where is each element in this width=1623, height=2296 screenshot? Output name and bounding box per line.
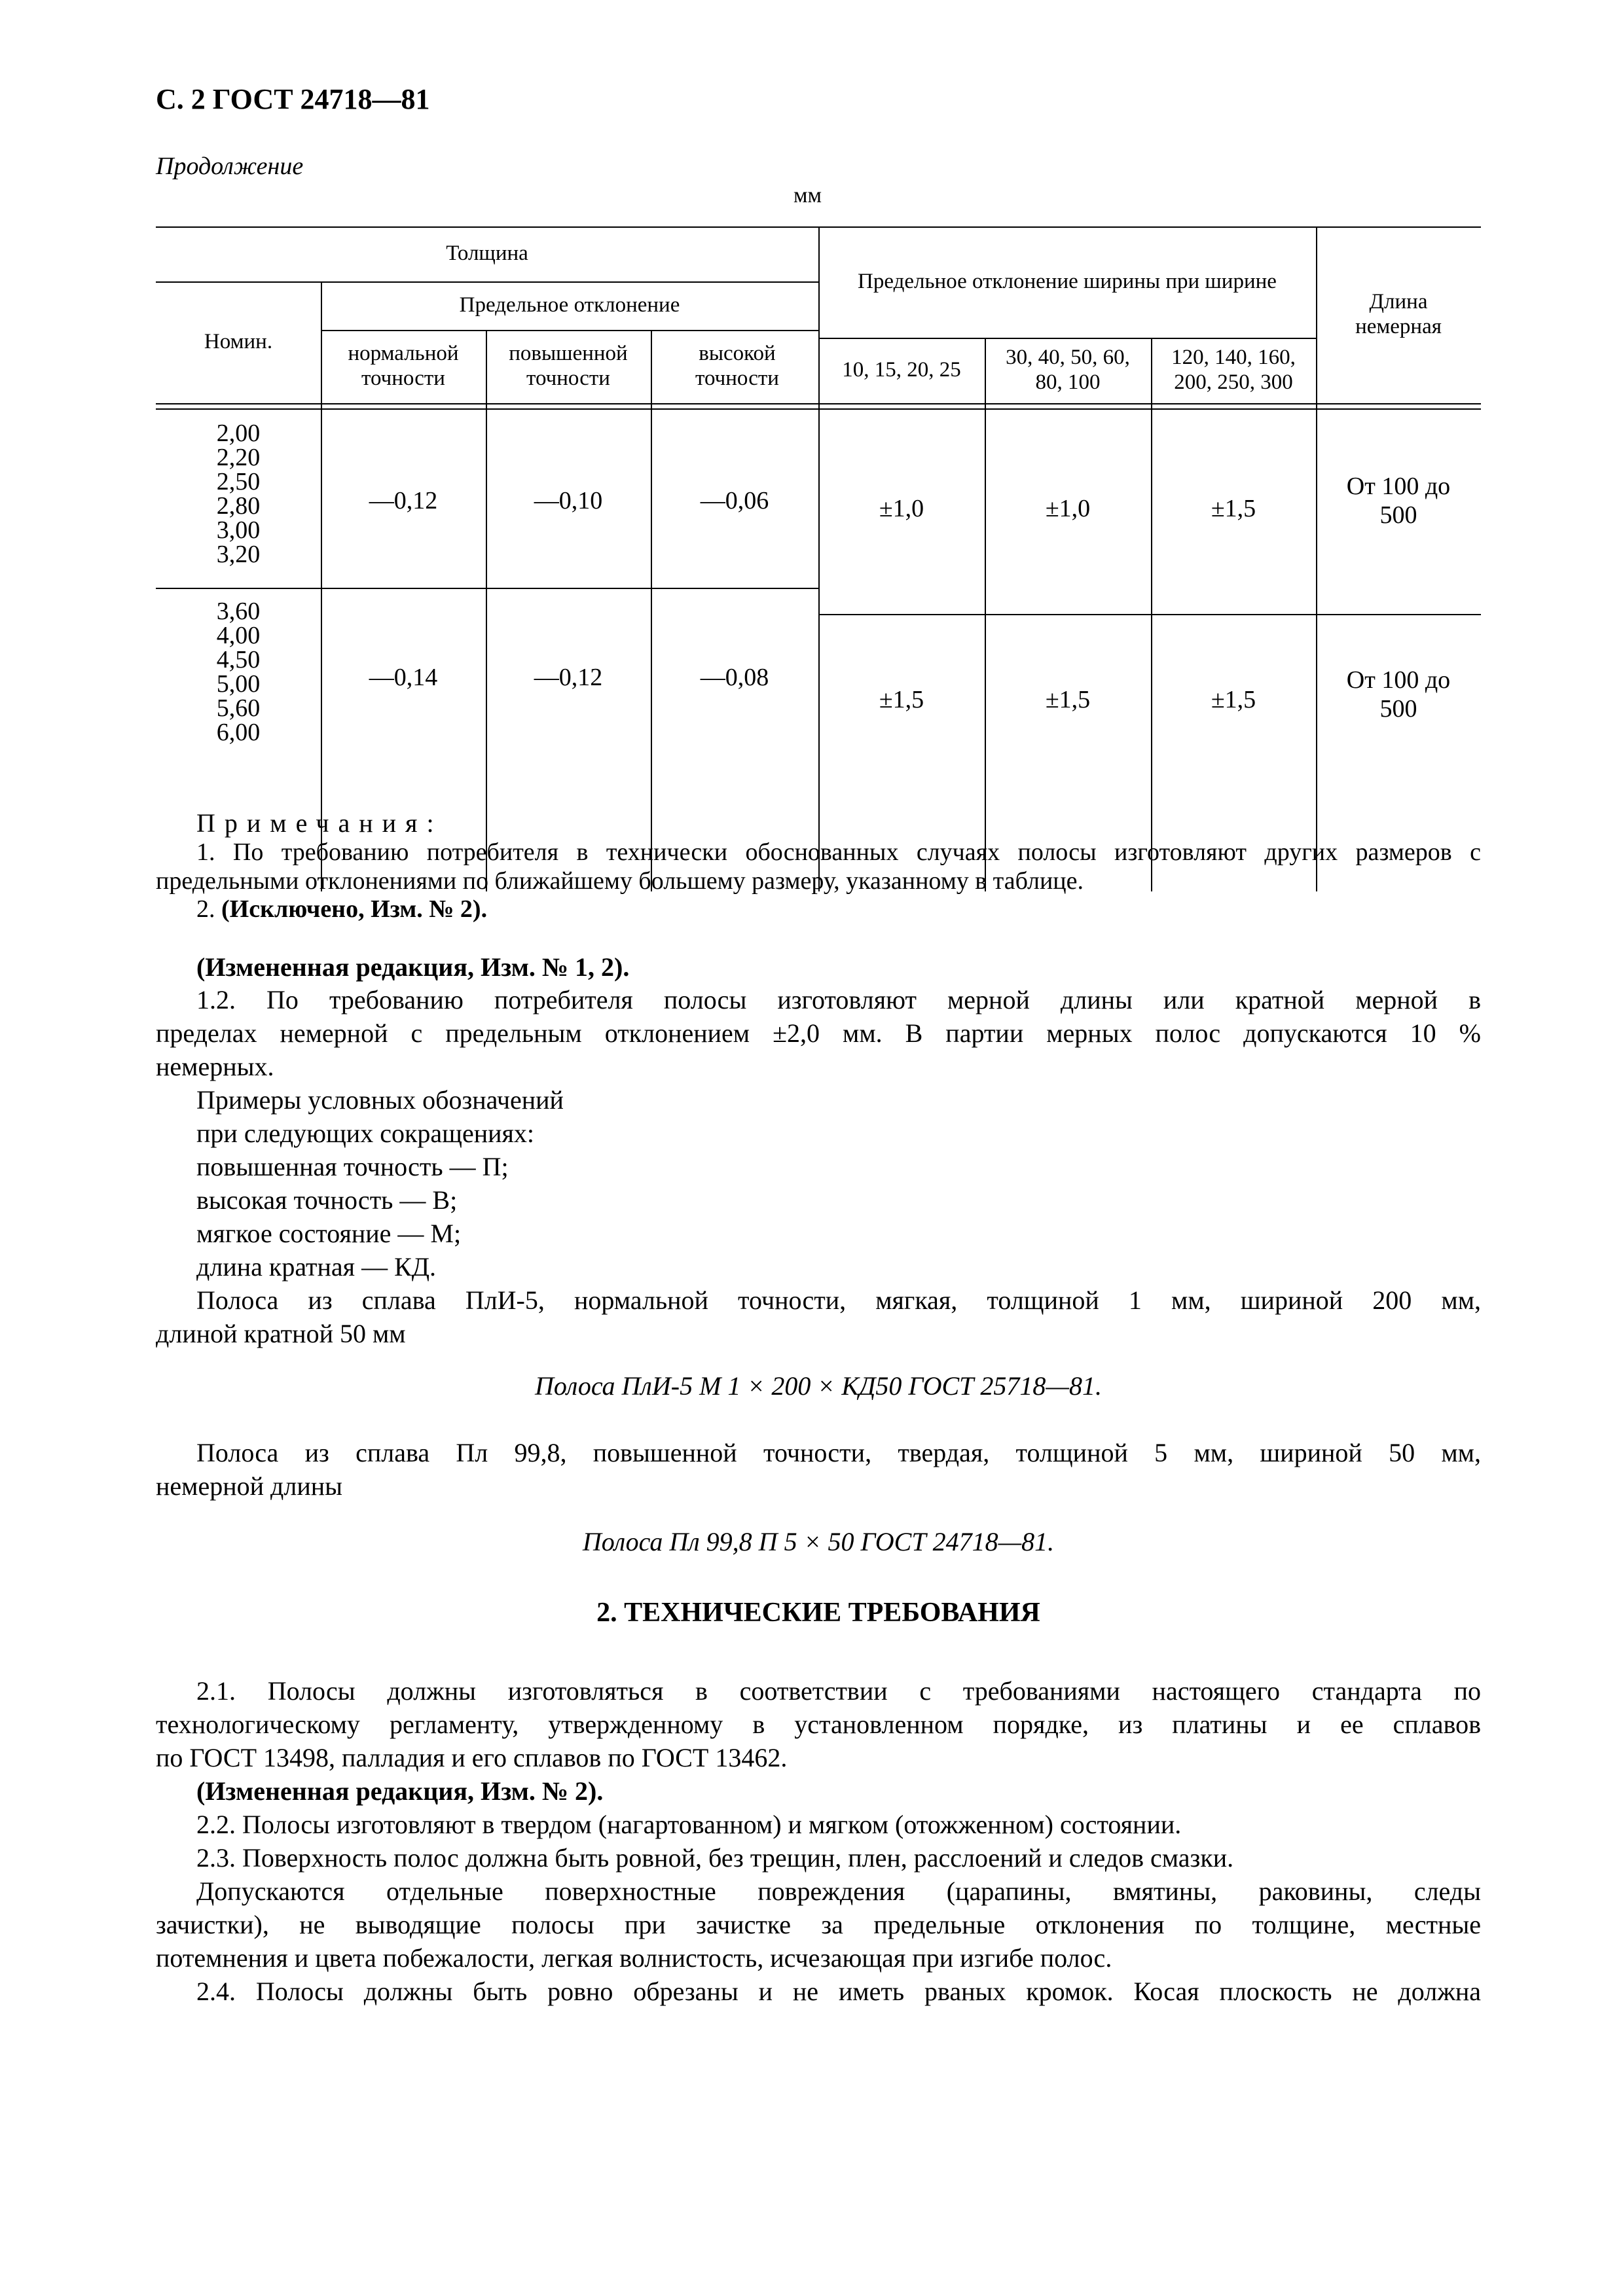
note-1-line-1: 1. По требованию потребителя в технически обоснованных случаях полосы изготовляют других размеров с (196, 838, 1481, 866)
p21-line-1: 2.1. Полосы должны изготовляться в соответствии с требованиями настоящего стандарта по (196, 1676, 1481, 1706)
paragraph-2-4 (156, 1975, 1481, 2008)
examples-line: при следующих сокращениях: (196, 1119, 535, 1148)
paragraph-2-3-cont (156, 1874, 1481, 1975)
note-2-number: 2. (196, 895, 215, 923)
p12-line-2: пределах немерной с предельным отклонением ±2,0 мм. В партии мерных полос допускаются 10 % (156, 1018, 1481, 1048)
notes-title: Примечания: (196, 808, 443, 838)
header-increased-accuracy: повышенной точности (509, 342, 628, 390)
group1-w2: ±1,0 (1045, 495, 1091, 523)
group1-normal: —0,12 (369, 487, 438, 515)
header-nominal: Номин. (204, 330, 273, 354)
p23b-line-1: Допускаются отдельные поверхностные повреждения (царапины, вмятины, раковины, следы (196, 1876, 1481, 1906)
header-thickness: Толщина (446, 242, 528, 266)
continuation-label: Продолжение (156, 152, 304, 180)
p21-line-2: технологическому регламенту, утвержденному в установленном порядке, из платины и ее сплавов (156, 1710, 1481, 1739)
group2-normal: —0,14 (369, 664, 438, 692)
group2-length: От 100 до 500 (1346, 666, 1451, 723)
p24-line-1: 2.4. Полосы должны быть ровно обрезаны и не иметь рваных кромок. Косая плоскость не должна (196, 1977, 1481, 2006)
header-normal-accuracy: нормальной точности (348, 342, 459, 390)
header-width-deviation: Предельное отклонение ширины при ширине (858, 270, 1277, 294)
ex1-line-1: Полоса из сплава ПлИ-5, нормальной точности, мягкая, толщиной 1 мм, шириной 200 мм, (196, 1285, 1481, 1315)
header-width-3: 120, 140, 160, 200, 250, 300 (1171, 346, 1296, 394)
examples-line: длина кратная — КД. (196, 1252, 437, 1282)
group2-w3: ±1,5 (1211, 686, 1256, 714)
nominal-value: 6,00 (216, 719, 261, 746)
p12-line-3: немерных. (156, 1052, 274, 1081)
header-limit-deviation: Предельное отклонение (459, 293, 680, 317)
example-2 (156, 1436, 1481, 1503)
header-width-2: 30, 40, 50, 60, 80, 100 (1006, 346, 1130, 394)
nominal-value: 2,80 (216, 492, 261, 520)
edit-note-2: (Измененная редакция, Изм. № 2). (196, 1776, 604, 1806)
ex1-line-2: длиной кратной 50 мм (156, 1319, 406, 1348)
group1-w3: ±1,5 (1211, 495, 1256, 523)
paragraph-2-2: 2.2. Полосы изготовляют в твердом (нагартованном) и мягком (отожженном) состоянии. (196, 1810, 1182, 1839)
examples-line: Примеры условных обозначений (196, 1085, 564, 1115)
nominal-value: 4,50 (216, 646, 261, 673)
nominal-value: 3,20 (216, 541, 261, 568)
group2-nominals (156, 600, 321, 745)
note-2 (196, 893, 487, 926)
page-header: С. 2 ГОСТ 24718—81 (156, 83, 430, 115)
group1-length: От 100 до 500 (1346, 473, 1451, 529)
examples-line: мягкое состояние — М; (196, 1219, 462, 1248)
group2-w2: ±1,5 (1045, 686, 1091, 714)
nominal-value: 4,00 (216, 622, 261, 649)
p21-line-3: по ГОСТ 13498, палладия и его сплавов по ГОСТ 13462. (156, 1743, 788, 1772)
nominal-value: 2,50 (216, 468, 261, 495)
group1-w1: ±1,0 (879, 495, 924, 523)
nominal-value: 2,20 (216, 444, 261, 471)
nominal-value: 5,00 (216, 670, 261, 698)
dimensions-table (156, 226, 1481, 891)
p23b-line-3: потемнения и цвета побежалости, легкая волнистость, исчезающая при изгибе полос. (156, 1943, 1112, 1973)
example-1-designation: Полоса ПлИ-5 М 1 × 200 × КД50 ГОСТ 25718—81. (535, 1371, 1102, 1401)
note-1-line-2: предельными отклонениями по ближайшему большему размеру, указанному в таблице. (156, 867, 1084, 895)
p23b-line-2: зачистки), не выводящие полосы при зачистке за предельные отклонения по толщине, местные (156, 1910, 1481, 1939)
examples-line: высокая точность — В; (196, 1185, 458, 1215)
paragraph-2-3: 2.3. Поверхность полос должна быть ровной, без трещин, плен, расслоений и следов смазки. (196, 1843, 1234, 1873)
note-1 (156, 838, 1481, 895)
header-width-1: 10, 15, 20, 25 (842, 358, 961, 382)
example-2-designation: Полоса Пл 99,8 П 5 × 50 ГОСТ 24718—81. (582, 1527, 1055, 1556)
unit-label: мм (793, 183, 822, 207)
example-1 (156, 1283, 1481, 1350)
examples-list (196, 1083, 564, 1283)
nominal-value: 3,00 (216, 516, 261, 544)
p12-line-1: 1.2. По требованию потребителя полосы изготовляют мерной длины или кратной мерной в (196, 985, 1481, 1014)
nominal-value: 2,00 (216, 420, 261, 447)
ex2-line-1: Полоса из сплава Пл 99,8, повышенной точности, твердая, толщиной 5 мм, шириной 50 мм, (196, 1438, 1481, 1467)
section-2-title: 2. ТЕХНИЧЕСКИЕ ТРЕБОВАНИЯ (596, 1598, 1040, 1628)
paragraph-2-1 (156, 1674, 1481, 1774)
group2-high: —0,08 (700, 664, 769, 692)
nominal-value: 3,60 (216, 598, 261, 625)
header-length: Длина немерная (1355, 290, 1442, 338)
group2-w1: ±1,5 (879, 686, 924, 714)
edit-note-1: (Измененная редакция, Изм. № 1, 2). (196, 952, 630, 982)
header-high-accuracy: высокой точности (695, 342, 779, 390)
examples-line: повышенная точность — П; (196, 1152, 509, 1181)
group1-high: —0,06 (700, 487, 769, 515)
nominal-value: 5,60 (216, 694, 261, 722)
ex2-line-2: немерной длины (156, 1471, 343, 1501)
note-2-text: (Исключено, Изм. № 2). (221, 895, 488, 923)
group1-nominals (156, 422, 321, 567)
paragraph-1-2 (156, 983, 1481, 1083)
group1-increased: —0,10 (534, 487, 603, 515)
group2-increased: —0,12 (534, 664, 603, 692)
